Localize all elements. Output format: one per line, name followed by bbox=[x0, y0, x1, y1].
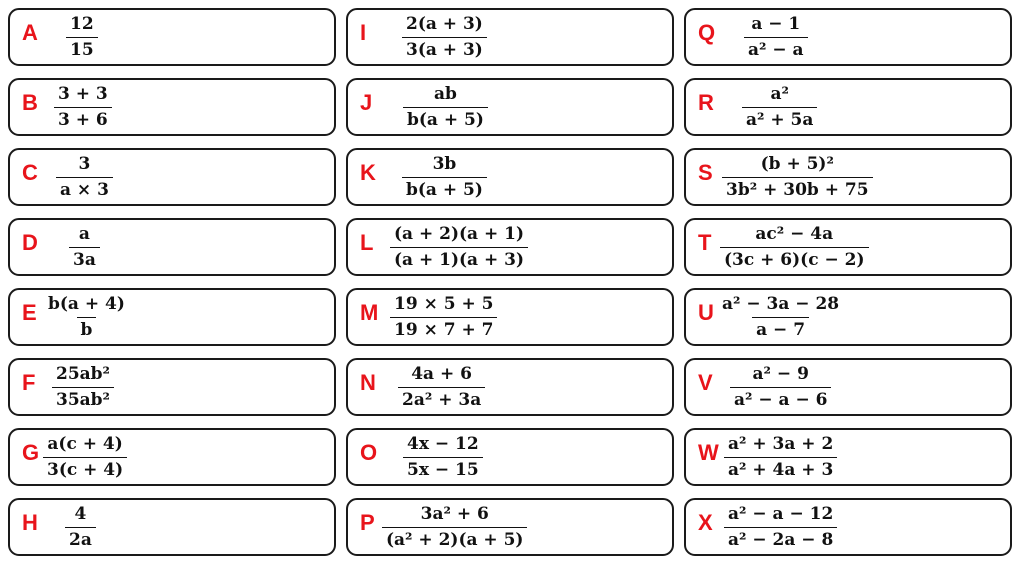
fraction-card-a bbox=[8, 8, 336, 66]
card-column-1 bbox=[8, 8, 336, 568]
fraction-denominator: (a + 1)(a + 3) bbox=[390, 247, 528, 271]
fraction-card-h bbox=[8, 498, 336, 556]
fraction bbox=[66, 14, 98, 61]
fraction-numerator: 2(a + 3) bbox=[406, 14, 483, 34]
fraction-numerator: (a + 2)(a + 1) bbox=[394, 224, 525, 244]
fraction bbox=[724, 504, 837, 551]
fraction-numerator: a² − 9 bbox=[752, 364, 809, 384]
fraction-card-p bbox=[346, 498, 674, 556]
fraction-card-u bbox=[684, 288, 1012, 346]
fraction-numerator: b(a + 4) bbox=[48, 294, 125, 314]
fraction-numerator: 4x − 12 bbox=[407, 434, 479, 454]
fraction-denominator: a² − 2a − 8 bbox=[724, 527, 837, 551]
fraction-denominator: 19 × 7 + 7 bbox=[390, 317, 497, 341]
fraction bbox=[390, 294, 497, 341]
fraction-numerator: 19 × 5 + 5 bbox=[394, 294, 494, 314]
card-letter: F bbox=[22, 370, 36, 395]
fraction-denominator: 5x − 15 bbox=[403, 457, 483, 481]
fraction-denominator: 2a bbox=[65, 527, 96, 551]
card-letter: D bbox=[22, 230, 38, 255]
fraction bbox=[56, 154, 113, 201]
fraction-card-w bbox=[684, 428, 1012, 486]
card-column-2 bbox=[346, 8, 674, 568]
fraction-card-o bbox=[346, 428, 674, 486]
fraction-numerator: a − 1 bbox=[751, 14, 801, 34]
fraction-denominator: b bbox=[77, 317, 97, 341]
fraction-numerator: ab bbox=[434, 84, 457, 104]
fraction-card-f bbox=[8, 358, 336, 416]
fraction-numerator: a² bbox=[770, 84, 789, 104]
card-letter: X bbox=[698, 510, 713, 535]
card-letter: R bbox=[698, 90, 714, 115]
card-letter: C bbox=[22, 160, 38, 185]
card-letter: W bbox=[698, 440, 719, 465]
fraction-card-g bbox=[8, 428, 336, 486]
fraction-denominator: a² − a bbox=[744, 37, 808, 61]
fraction-card-l bbox=[346, 218, 674, 276]
fraction-card-q bbox=[684, 8, 1012, 66]
fraction-denominator: b(a + 5) bbox=[402, 177, 487, 201]
fraction bbox=[742, 84, 817, 131]
card-letter: G bbox=[22, 440, 40, 465]
fraction-card-d bbox=[8, 218, 336, 276]
fraction-numerator: 12 bbox=[70, 14, 94, 34]
fraction-denominator: 3(c + 4) bbox=[43, 457, 127, 481]
fraction bbox=[402, 14, 487, 61]
fraction bbox=[744, 14, 808, 61]
fraction bbox=[44, 294, 129, 341]
card-letter: M bbox=[360, 300, 379, 325]
fraction-card-r bbox=[684, 78, 1012, 136]
fraction bbox=[403, 434, 483, 481]
fraction-denominator: a² + 5a bbox=[742, 107, 817, 131]
fraction bbox=[724, 434, 837, 481]
card-letter: E bbox=[22, 300, 37, 325]
fraction-card-b bbox=[8, 78, 336, 136]
fraction-numerator: 3 bbox=[78, 154, 91, 174]
fraction-numerator: a² − a − 12 bbox=[728, 504, 834, 524]
fraction bbox=[718, 294, 843, 341]
fraction-card-s bbox=[684, 148, 1012, 206]
card-letter: B bbox=[22, 90, 38, 115]
fraction-numerator: a² + 3a + 2 bbox=[728, 434, 834, 454]
fraction bbox=[54, 84, 112, 131]
fraction bbox=[398, 364, 485, 411]
fraction-denominator: 15 bbox=[66, 37, 98, 61]
fraction bbox=[720, 224, 869, 271]
fraction-numerator: 3 + 3 bbox=[58, 84, 108, 104]
fraction-denominator: 3 + 6 bbox=[54, 107, 112, 131]
card-letter: T bbox=[698, 230, 712, 255]
fraction bbox=[722, 154, 873, 201]
fraction-denominator: a² − a − 6 bbox=[730, 387, 831, 411]
fraction-numerator: 3a² + 6 bbox=[420, 504, 489, 524]
fraction-numerator: 4a + 6 bbox=[411, 364, 472, 384]
card-letter: V bbox=[698, 370, 713, 395]
card-letter: N bbox=[360, 370, 376, 395]
card-letter: S bbox=[698, 160, 713, 185]
card-letter: J bbox=[360, 90, 373, 115]
card-letter: U bbox=[698, 300, 714, 325]
fraction-denominator: 2a² + 3a bbox=[398, 387, 485, 411]
fraction bbox=[390, 224, 528, 271]
fraction-card-i bbox=[346, 8, 674, 66]
fraction-card-c bbox=[8, 148, 336, 206]
fraction bbox=[403, 84, 488, 131]
fraction-denominator: (a² + 2)(a + 5) bbox=[382, 527, 527, 551]
card-letter: P bbox=[360, 510, 375, 535]
fraction-numerator: ac² − 4a bbox=[755, 224, 834, 244]
card-letter: O bbox=[360, 440, 378, 465]
fraction-numerator: a bbox=[78, 224, 90, 244]
fraction-denominator: b(a + 5) bbox=[403, 107, 488, 131]
fraction-card-e bbox=[8, 288, 336, 346]
fraction bbox=[382, 504, 527, 551]
fraction bbox=[402, 154, 487, 201]
fraction-denominator: a − 7 bbox=[752, 317, 809, 341]
card-letter: H bbox=[22, 510, 38, 535]
fraction-card-t bbox=[684, 218, 1012, 276]
fraction-denominator: a² + 4a + 3 bbox=[724, 457, 837, 481]
fraction-card-v bbox=[684, 358, 1012, 416]
fraction-numerator: 3b bbox=[432, 154, 457, 174]
fraction-card-m bbox=[346, 288, 674, 346]
fraction-numerator: a² − 3a − 28 bbox=[722, 294, 840, 314]
fraction-denominator: 3a bbox=[69, 247, 100, 271]
fraction-numerator: 4 bbox=[74, 504, 87, 524]
fraction-card-k bbox=[346, 148, 674, 206]
fraction bbox=[65, 504, 96, 551]
fraction-denominator: 3b² + 30b + 75 bbox=[722, 177, 873, 201]
fraction-numerator: 25ab² bbox=[56, 364, 111, 384]
card-letter: K bbox=[360, 160, 376, 185]
fraction-card-x bbox=[684, 498, 1012, 556]
fraction-denominator: (3c + 6)(c − 2) bbox=[720, 247, 869, 271]
card-letter: L bbox=[360, 230, 374, 255]
fraction bbox=[69, 224, 100, 271]
fraction bbox=[43, 434, 127, 481]
fraction-denominator: 3(a + 3) bbox=[402, 37, 487, 61]
fraction-card-j bbox=[346, 78, 674, 136]
card-letter: Q bbox=[698, 20, 716, 45]
fraction-denominator: 35ab² bbox=[52, 387, 114, 411]
fraction-denominator: a × 3 bbox=[56, 177, 113, 201]
fraction-card-n bbox=[346, 358, 674, 416]
card-column-3 bbox=[684, 8, 1012, 568]
card-letter: A bbox=[22, 20, 38, 45]
fraction bbox=[730, 364, 831, 411]
fraction bbox=[52, 364, 114, 411]
fraction-numerator: a(c + 4) bbox=[47, 434, 123, 454]
fraction-numerator: (b + 5)² bbox=[760, 154, 834, 174]
card-letter: I bbox=[360, 20, 367, 45]
